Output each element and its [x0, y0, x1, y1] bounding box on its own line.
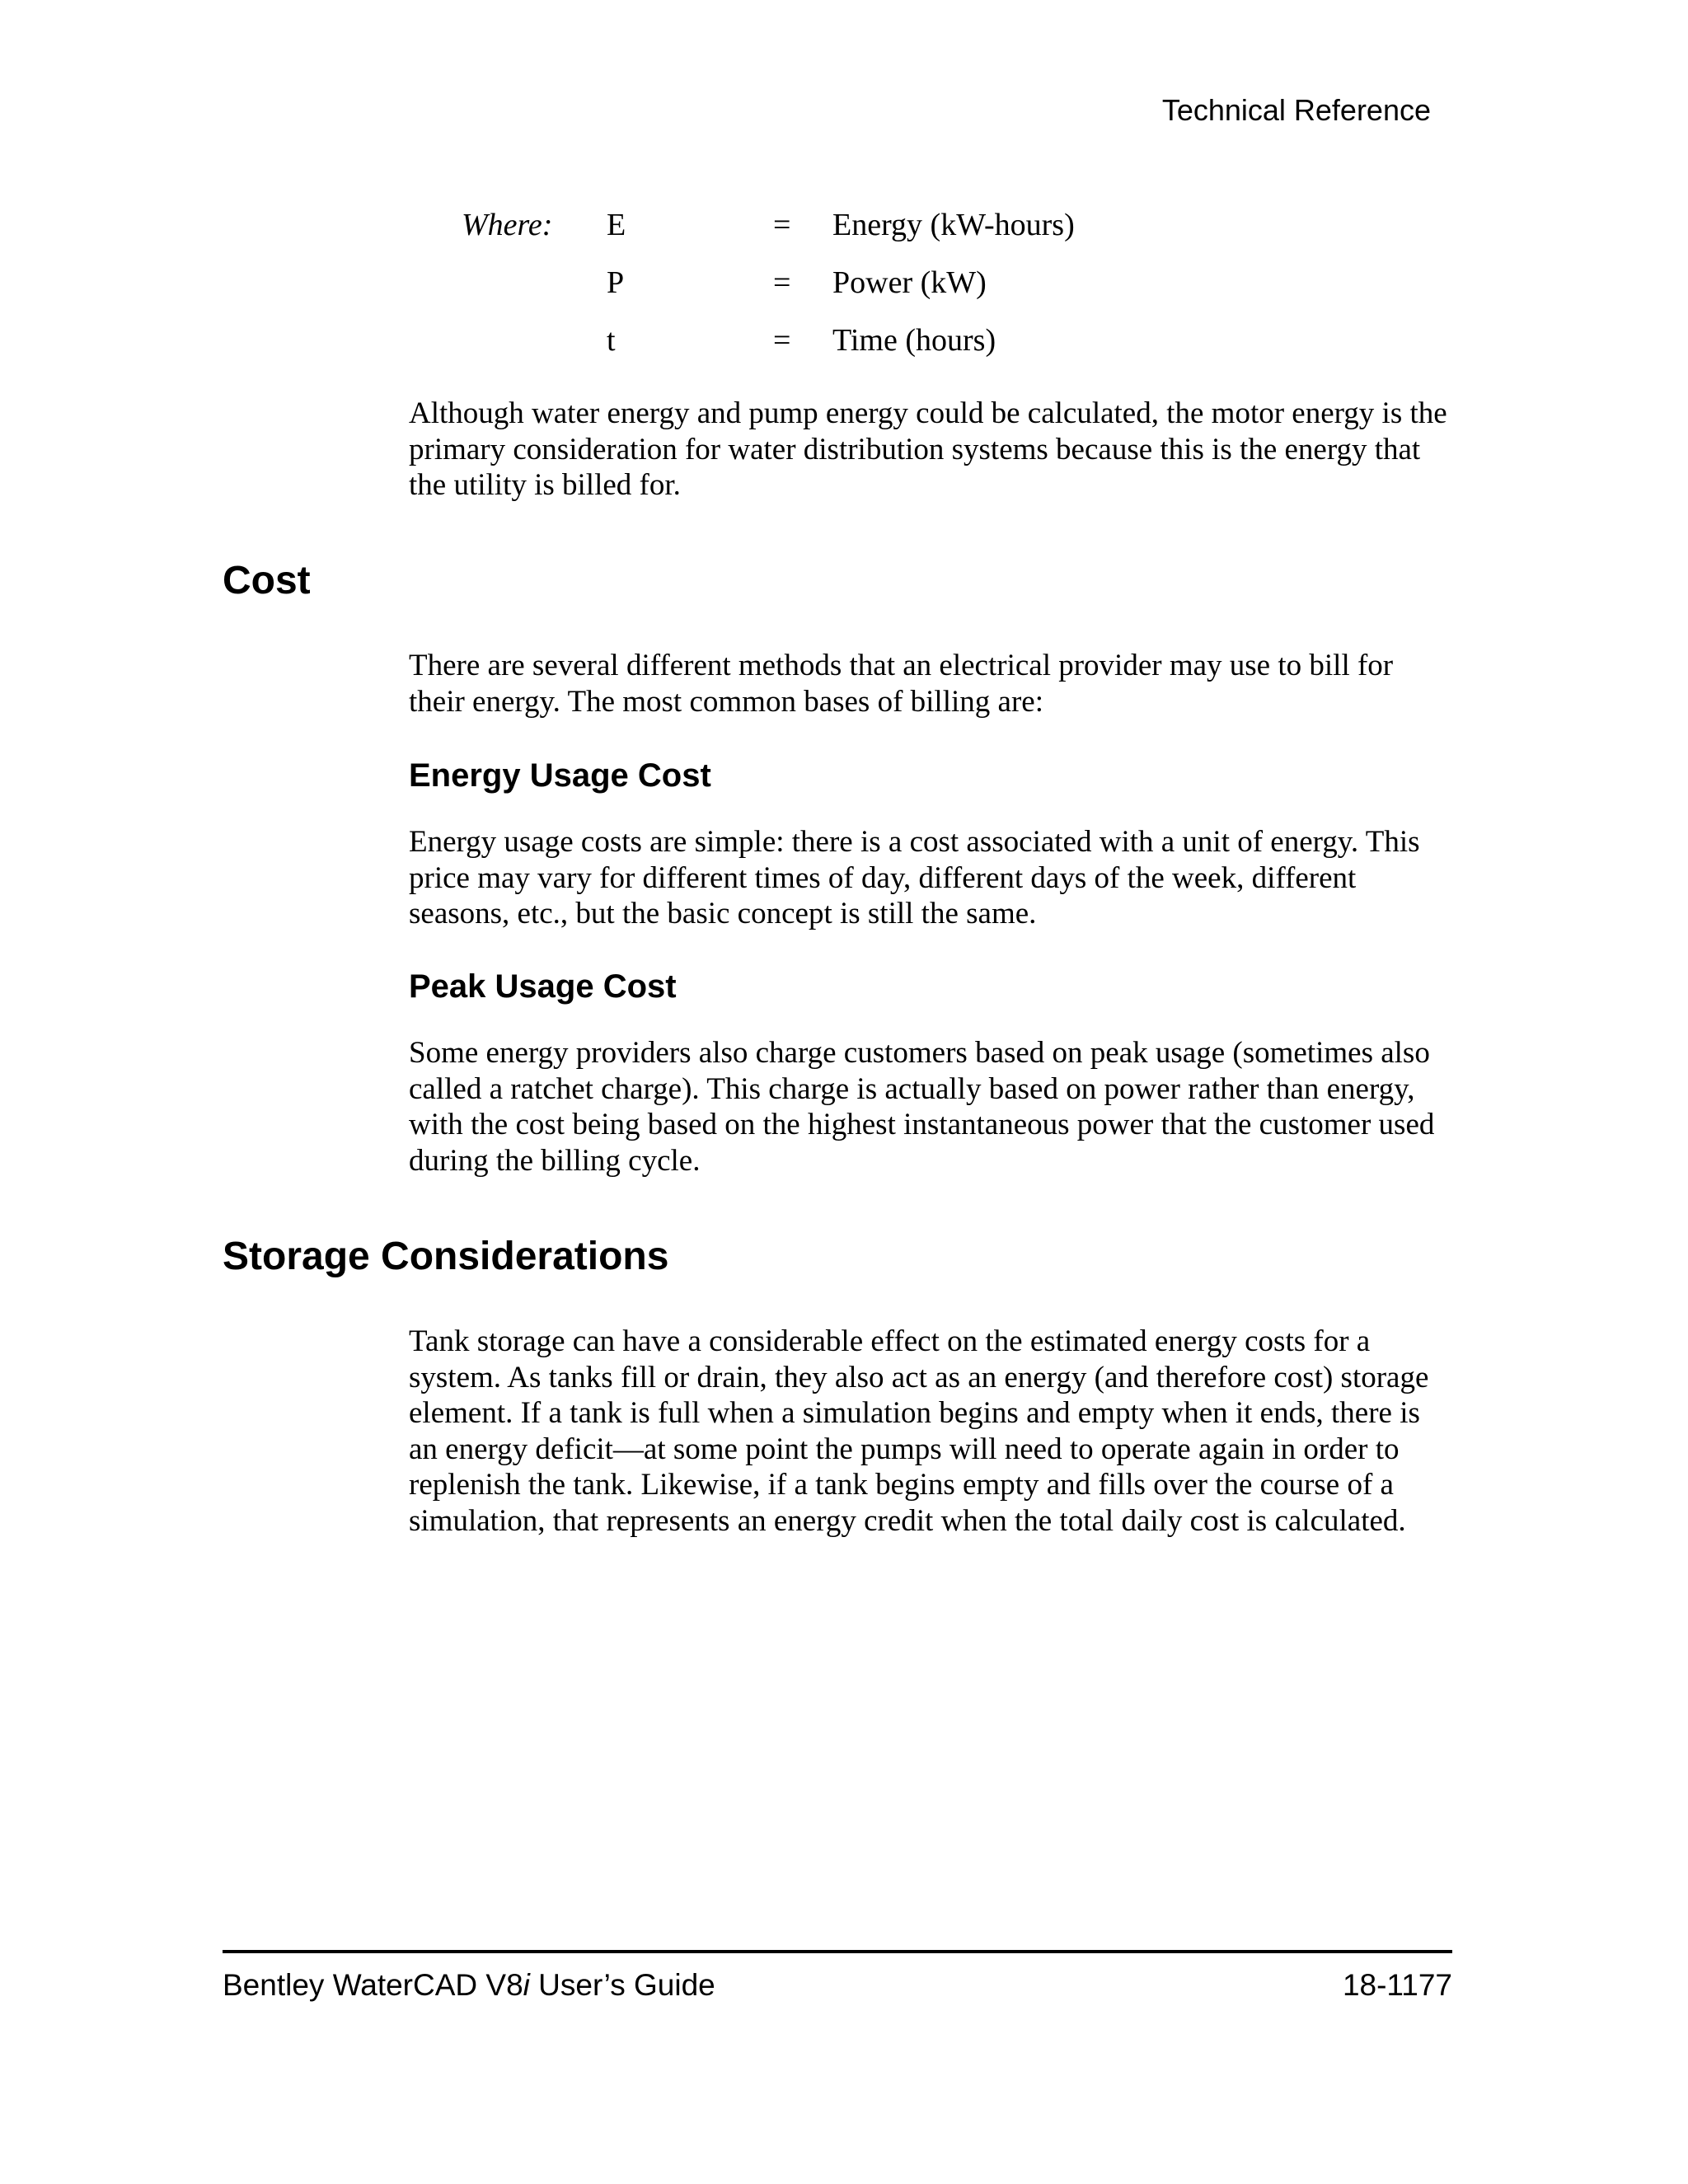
peak-usage-cost-paragraph: Some energy providers also charge customers based on peak usage (sometimes also called a ratchet charge). This charge is actually based on power rather than energy, with the cost being based on the highest instantaneous power that the customer used during the billing cycle.: [409, 1036, 1435, 1178]
variable-symbol: P: [607, 265, 625, 300]
running-header: Technical Reference: [1161, 93, 1431, 127]
equals-sign: =: [773, 323, 791, 358]
variable-symbol: t: [607, 323, 616, 358]
guide-title-prefix: Bentley WaterCAD V8: [223, 1968, 523, 2002]
storage-considerations-heading: Storage Considerations: [223, 1235, 669, 1278]
cost-paragraph: There are several different methods that an electrical provider may use to bill for their energy. The most common bases of billing are:: [409, 649, 1394, 719]
energy-usage-cost-paragraph: Energy usage costs are simple: there is a cost associated with a unit of energy. This price may vary for different times of day, different days of the week, different seasons, etc., but the basic concept is still the same.: [409, 825, 1420, 930]
page-number: 18-1177: [1342, 1968, 1452, 2002]
where-label: Where:: [462, 208, 553, 242]
cost-heading: Cost: [223, 559, 311, 602]
intro-paragraph: Although water energy and pump energy could be calculated, the motor energy is the primary consideration for water distribution systems because this is the energy that the utility is billed for.: [409, 396, 1447, 502]
equals-sign: =: [773, 208, 791, 242]
variable-definition: Energy (kW-hours): [832, 208, 1075, 242]
guide-title-suffix: User’s Guide: [529, 1968, 715, 2002]
variable-symbol: E: [607, 208, 626, 242]
footer-guide-title: [223, 1966, 715, 2004]
storage-considerations-paragraph: Tank storage can have a considerable effect on the estimated energy costs for a system. As tanks fill or drain, they also act as an energy (and therefore cost) storage element. If a tank is full when a simulation begins and empty when it ends, there is an energy deficit—at some point the pumps will need to operate again in order to replenish the tank. Likewise, if a tank begins empty and fills over the course of a simulation, that represents an energy credit when the total daily cost is calculated.: [409, 1324, 1429, 1538]
energy-usage-cost-heading: Energy Usage Cost: [409, 757, 711, 794]
variable-definition: Power (kW): [832, 265, 987, 300]
guide-title-italic: i: [523, 1968, 530, 2002]
variable-definition: Time (hours): [832, 323, 996, 358]
footer-divider: [223, 1950, 1452, 1953]
equals-sign: =: [773, 265, 791, 300]
peak-usage-cost-heading: Peak Usage Cost: [409, 968, 677, 1005]
